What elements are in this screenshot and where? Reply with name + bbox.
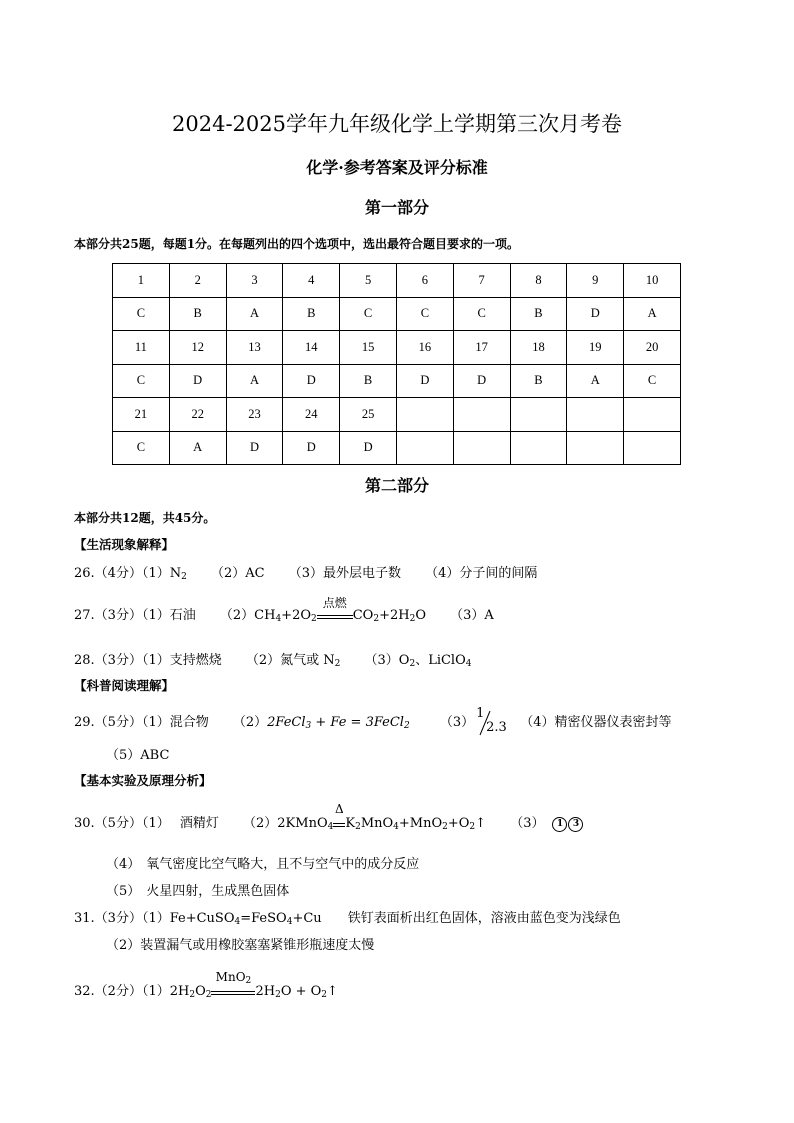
answer-cell: A xyxy=(226,297,283,331)
answer-cell xyxy=(510,431,567,465)
q26-head: 26.（4分）（1） xyxy=(74,566,170,581)
answer-cell: C xyxy=(340,297,397,331)
question-number-cell xyxy=(624,398,681,432)
q26-part4: （4）分子间的间隔 xyxy=(425,566,538,581)
question-number-cell xyxy=(453,398,510,432)
circled-number: 1 xyxy=(552,817,567,832)
part1-heading: 第一部分 xyxy=(364,198,429,217)
answer-cell xyxy=(624,431,681,465)
answer-cell: C xyxy=(113,297,170,331)
circled-number: 3 xyxy=(568,817,583,832)
reaction-condition: 点燃 xyxy=(317,609,353,619)
answer-cell: D xyxy=(453,364,510,398)
answer-cell: D xyxy=(340,431,397,465)
q31-part2: （2）装置漏气或用橡胶塞塞紧锥形瓶速度太慢 xyxy=(106,938,375,953)
answer-cell xyxy=(567,431,624,465)
question-number-cell: 7 xyxy=(453,264,510,298)
answer-cell: A xyxy=(226,364,283,398)
answer-row xyxy=(113,364,681,398)
page-subtitle: 化学·参考答案及评分标准 xyxy=(306,158,488,177)
section-life: 【生活现象解释】 xyxy=(74,537,175,552)
question-number-cell: 16 xyxy=(396,331,453,365)
q30-part5: （5） 火星四射，生成黑色固体 xyxy=(106,884,290,899)
part1-note: 本部分共25题，每题1分。在每题列出的四个选项中，选出最符合题目要求的一项。 xyxy=(74,237,520,251)
q30-line: 30.（5分）（1） 酒精灯 （2）2KMnO$_4$ Δ $K_2MnO_4+MnO_2+O_2↑$ （3） 1 3 xyxy=(74,812,584,832)
q26-line: 26.（4分）$(1)N_2$ （2）AC （3）最外层电子数 （4）分子间的间隔 xyxy=(74,566,538,582)
question-number-cell: 15 xyxy=(340,331,397,365)
question-number-cell: 12 xyxy=(169,331,226,365)
question-number-cell: 5 xyxy=(340,264,397,298)
page-title: 2024-2025学年九年级化学上学期第三次月考卷 xyxy=(172,112,622,136)
question-number-cell xyxy=(396,398,453,432)
question-number-cell: 6 xyxy=(396,264,453,298)
question-number-cell: 19 xyxy=(567,331,624,365)
question-number-cell: 2 xyxy=(169,264,226,298)
answer-cell: D xyxy=(226,431,283,465)
question-number-cell: 11 xyxy=(113,331,170,365)
question-number-cell: 23 xyxy=(226,398,283,432)
question-number-cell xyxy=(567,398,624,432)
question-number-cell: 17 xyxy=(453,331,510,365)
heat-symbol: Δ xyxy=(333,817,345,827)
answer-cell xyxy=(453,431,510,465)
answer-row xyxy=(113,297,681,331)
answer-cell: D xyxy=(169,364,226,398)
answer-cell: B xyxy=(169,297,226,331)
question-number-cell: 20 xyxy=(624,331,681,365)
q29-line: 29.（5分）（1）混合物 （2）2FeCl$_3$ + Fe = 3FeCl$_2$ （3） 1 2.3 （4）精密仪器仪表密封等 xyxy=(74,706,672,735)
answer-cell: D xyxy=(567,297,624,331)
answer-cell: A xyxy=(624,297,681,331)
question-number-cell: 4 xyxy=(283,264,340,298)
q27-head: 27.（3分）（1）石油 xyxy=(74,608,196,623)
question-number-cell: 14 xyxy=(283,331,340,365)
answer-cell: B xyxy=(510,364,567,398)
answer-cell: C xyxy=(396,297,453,331)
question-number-cell: 21 xyxy=(113,398,170,432)
part2-heading: 第二部分 xyxy=(364,476,429,495)
q32-head: 32.（2分）（1）2H xyxy=(74,984,190,999)
answer-table xyxy=(112,263,681,465)
section-reading: 【科普阅读理解】 xyxy=(74,678,175,693)
question-number-cell: 24 xyxy=(283,398,340,432)
answer-cell xyxy=(396,431,453,465)
q31-line: 31.（3分）（1）Fe+CuSO$_4$=FeSO$_4$+Cu 铁钉表面析出红色固体，溶液由蓝色变为浅绿色 xyxy=(74,911,621,927)
answer-cell: C xyxy=(113,364,170,398)
answer-cell: C xyxy=(453,297,510,331)
q28-line: 28.（3分）（1）支持燃烧 （2）氮气或 $N_2$ $(3)O_2$、LiClO$_4$ xyxy=(74,653,472,669)
question-number-row xyxy=(113,264,681,298)
q31-head: 31.（3分）（1）Fe+CuSO xyxy=(74,911,235,926)
q28-head: 28.（3分）（1）支持燃烧 xyxy=(74,653,222,668)
question-number-row xyxy=(113,331,681,365)
answer-cell: A xyxy=(567,364,624,398)
q26-part2: （2）AC xyxy=(210,566,265,581)
section-experiment: 【基本实验及原理分析】 xyxy=(74,773,212,788)
answer-cell: A xyxy=(169,431,226,465)
question-number-cell: 9 xyxy=(567,264,624,298)
answer-cell: C xyxy=(624,364,681,398)
answer-cell: B xyxy=(340,364,397,398)
question-number-cell: 1 xyxy=(113,264,170,298)
q30-head: 30.（5分）（1） xyxy=(74,816,170,831)
question-number-cell xyxy=(510,398,567,432)
question-number-row xyxy=(113,398,681,432)
answer-row xyxy=(113,431,681,465)
answer-cell: D xyxy=(283,431,340,465)
answer-cell: B xyxy=(510,297,567,331)
answer-cell: B xyxy=(283,297,340,331)
question-number-cell: 10 xyxy=(624,264,681,298)
question-number-cell: 22 xyxy=(169,398,226,432)
answer-cell: D xyxy=(283,364,340,398)
q32-line: 32.（2分）$(1)2H_2O_2$ MnO$_2$ $2H_2O$ + $O_2↑$ xyxy=(74,970,338,1000)
q29-head: 29.（5分）（1）混合物 xyxy=(74,715,209,730)
answer-cell: D xyxy=(396,364,453,398)
answer-cell: C xyxy=(113,431,170,465)
q26-part3: （3）最外层电子数 xyxy=(288,566,401,581)
q29-part5: （5）ABC xyxy=(106,748,170,763)
q30-part4: （4） 氧气密度比空气略大，且不与空气中的成分反应 xyxy=(106,857,420,872)
catalyst-condition: MnO$_2$ xyxy=(211,985,255,995)
question-number-cell: 18 xyxy=(510,331,567,365)
question-number-cell: 3 xyxy=(226,264,283,298)
question-number-cell: 8 xyxy=(510,264,567,298)
question-number-cell: 25 xyxy=(340,398,397,432)
q27-line: 27.（3分）（1）石油 $(2)CH_4+2O_2$ 点燃 $CO_2+2H_2O$ （3）A xyxy=(74,596,494,624)
part2-note: 本部分共12题，共45分。 xyxy=(74,511,216,525)
fraction: 1 2.3 xyxy=(476,706,507,735)
question-number-cell: 13 xyxy=(226,331,283,365)
